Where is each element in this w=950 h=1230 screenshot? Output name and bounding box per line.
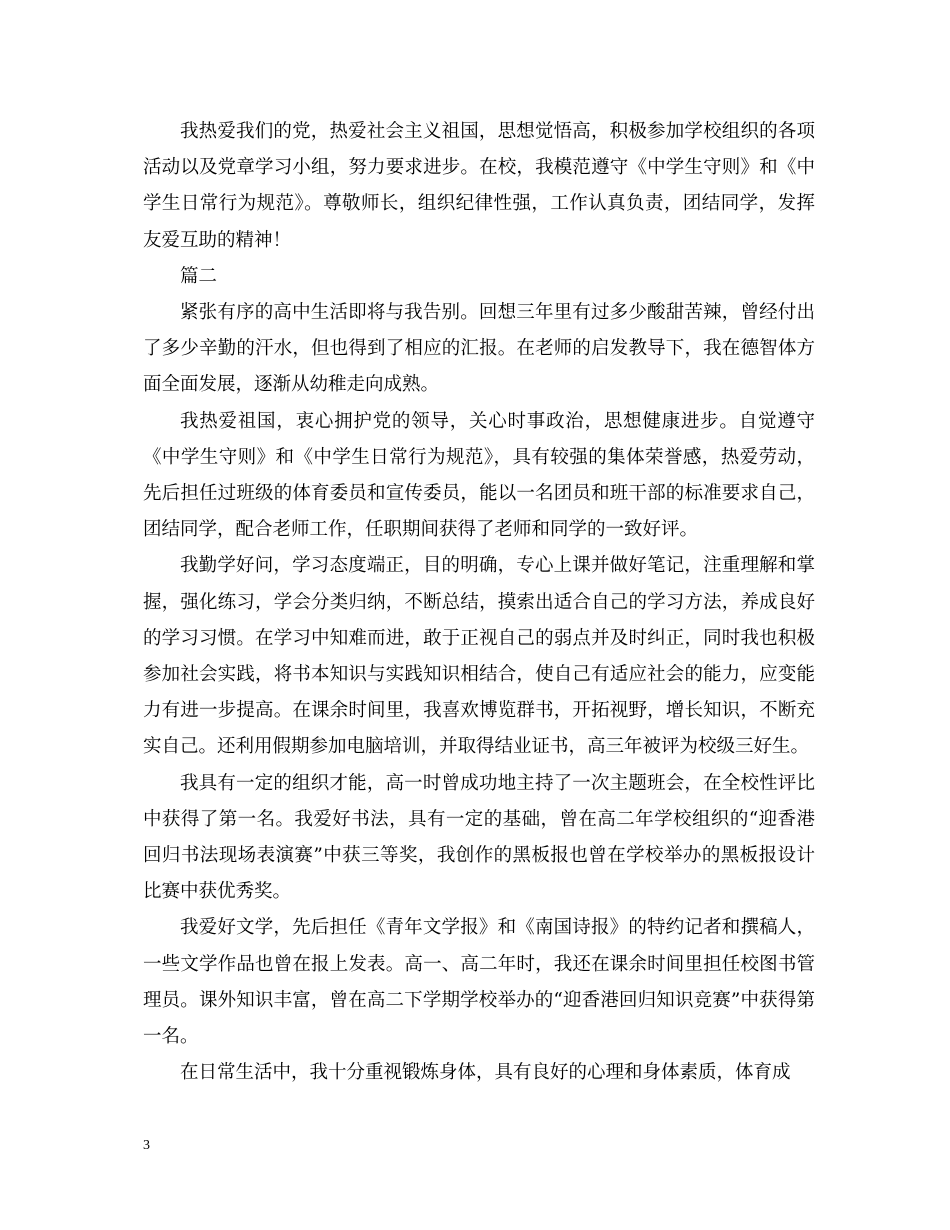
paragraph-6: 我爱好文学，先后担任《青年文学报》和《南国诗报》的特约记者和撰稿人，一些文学作品也曾在报上发表。高一、高二年时，我还在课余时间里担任校图书管理员。课外知识丰富，曾在高二下学期学校举办的“迎香港回归知识竞赛”中获得第一名。 bbox=[143, 917, 815, 1048]
page-number: 3 bbox=[143, 1138, 150, 1153]
section-heading: 篇二 bbox=[180, 265, 218, 287]
paragraph-1: 我热爱我们的党，热爱社会主义祖国，思想觉悟高，积极参加学校组织的各项活动以及党章学习小组，努力要求进步。在校，我模范遵守《中学生守则》和《中学生日常行为规范》。尊敬师长，组织纪律性强，工作认真负责，团结同学，发挥友爱互助的精神！ bbox=[143, 121, 815, 251]
document-body bbox=[143, 114, 815, 1091]
paragraph-5: 我具有一定的组织才能，高一时曾成功地主持了一次主题班会，在全校性评比中获得了第一名。我爱好书法，具有一定的基础，曾在高二年学校组织的“迎香港回归书法现场表演赛”中获三等奖，我创作的黑板报也曾在学校举办的黑板报设计比赛中获优秀奖。 bbox=[143, 772, 815, 903]
paragraph-7: 在日常生活中，我十分重视锻炼身体，具有良好的心理和身体素质，体育成 bbox=[180, 1062, 791, 1084]
paragraph-2: 紧张有序的高中生活即将与我告别。回想三年里有过多少酸甜苦辣，曾经付出了多少辛勤的汗水，但也得到了相应的汇报。在老师的启发教导下，我在德智体方面全面发展，逐渐从幼稚走向成熟。 bbox=[143, 302, 815, 396]
paragraph-3: 我热爱祖国，衷心拥护党的领导，关心时事政治，思想健康进步。自觉遵守《中学生守则》和《中学生日常行为规范》，具有较强的集体荣誉感，热爱劳动，先后担任过班级的体育委员和宣传委员，能以一名团员和班干部的标准要求自己，团结同学，配合老师工作，任职期间获得了老师和同学的一致好评。 bbox=[143, 410, 815, 541]
paragraph-4: 我勤学好问，学习态度端正，目的明确，专心上课并做好笔记，注重理解和掌握，强化练习，学会分类归纳，不断总结，摸索出适合自己的学习方法，养成良好的学习习惯。在学习中知难而进，敢于正视自己的弱点并及时纠正，同时我也积极参加社会实践，将书本知识与实践知识相结合，使自己有适应社会的能力，应变能力有进一步提高。在课余时间里，我喜欢博览群书，开拓视野，增长知识，不断充实自己。还利用假期参加电脑培训，并取得结业证书，高三年被评为校级三好生。 bbox=[143, 555, 815, 758]
